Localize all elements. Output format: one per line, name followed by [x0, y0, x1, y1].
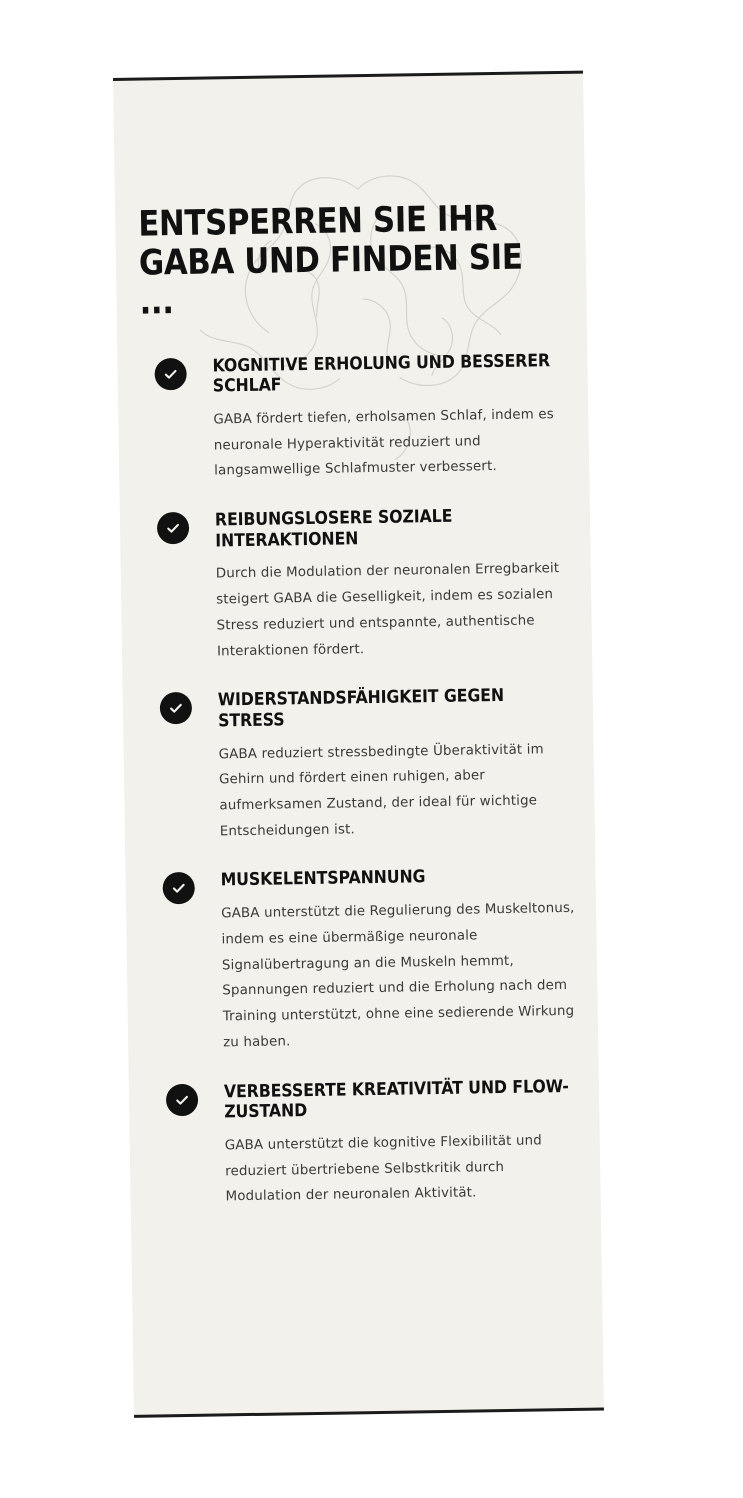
benefits-card [113, 71, 604, 1418]
benefit-title: KOGNITIVE ERHOLUNG UND BESSERER SCHLAF [212, 350, 551, 397]
list-item [152, 1076, 584, 1211]
benefit-body: GABA fördert tiefen, erholsamen Schlaf, indem es neuronale Hyperaktivität reduziert und langsamwellige Schlafmuster verbessert. [213, 406, 554, 479]
benefit-body: GABA unterstützt die kognitive Flexibilität und reduziert übertriebene Selbstkritik durch Modulation der neuronalen Aktivität. [224, 1133, 542, 1205]
list-item [140, 350, 572, 485]
check-circle-icon [162, 872, 194, 904]
benefits-content [138, 199, 584, 1212]
list-item [148, 865, 581, 1057]
page-title: ENTSPERREN SIE IHR GABA UND FINDEN SIE ... [137, 198, 523, 323]
card-top-divider [113, 71, 583, 81]
benefit-body: GABA reduziert stressbedingte Überaktivität im Gehirn und fördert einen ruhigen, aber aufmerksamen Zustand, der ideal für wichtige Entscheidungen ist. [218, 741, 544, 840]
benefit-title: VERBESSERTE KREATIVITÄT UND FLOW-ZUSTAND [223, 1076, 569, 1123]
list-item [143, 505, 575, 666]
check-circle-icon [157, 512, 189, 544]
benefit-title: WIDERSTANDSFÄHIGKEIT GEGEN STRESS [217, 686, 505, 732]
check-circle-icon [154, 357, 186, 389]
card-bottom-divider [134, 1407, 604, 1417]
benefit-title: MUSKELENTSPANNUNG [220, 867, 426, 891]
benefit-title: REIBUNGSLOSERE SOZIALE INTERAKTIONEN [214, 506, 453, 552]
check-circle-icon [160, 692, 192, 724]
benefit-body: Durch die Modulation der neuronalen Erregbarkeit steigert GABA die Geselligkeit, indem es sozialen Stress reduziert und entspannte, authentische Interaktionen fördert. [215, 561, 560, 659]
benefit-body: GABA unterstützt die Regulierung des Muskeltonus, indem es eine übermäßige neuronale Signalübertragung an die Muskeln hemmt, Spannungen reduziert und die Erholung nach dem Training unterstützt, ohne eine sedierende Wirkung zu haben. [221, 900, 575, 1051]
check-circle-icon [166, 1083, 198, 1115]
list-item [146, 685, 578, 846]
